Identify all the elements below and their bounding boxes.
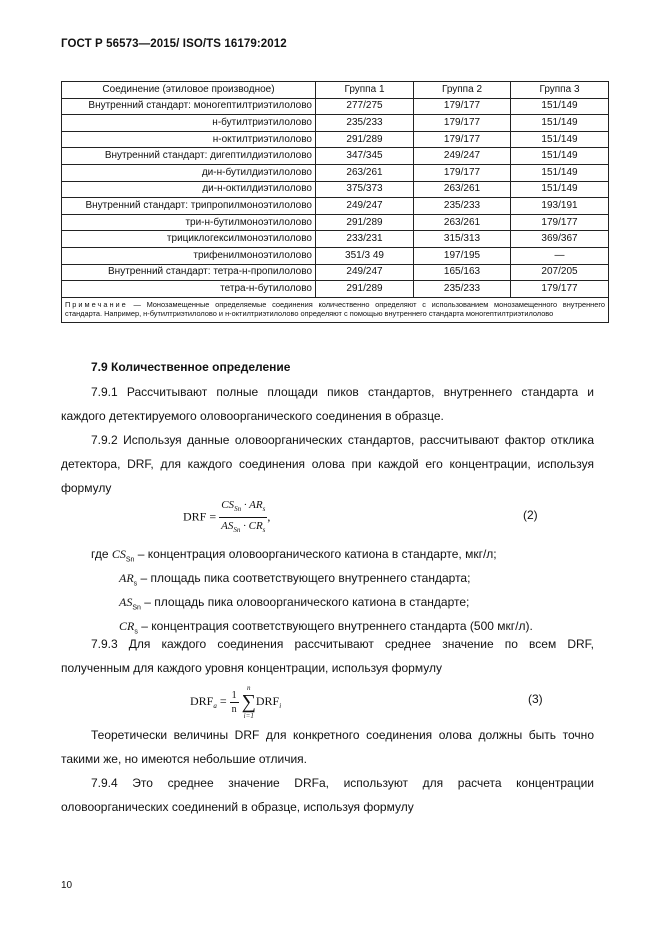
mass-cell: 151/149	[511, 115, 609, 132]
mass-cell: 235/233	[414, 281, 511, 298]
formula-3-lhs: DRF	[190, 693, 214, 708]
compound-cell: тетра-н-бутилолово	[62, 281, 316, 298]
compound-cell: Внутренний стандарт: трипропилмоноэтилолово	[62, 198, 316, 215]
table-row	[62, 131, 609, 148]
compound-cell: трициклогексилмоноэтилолово	[62, 231, 316, 248]
paragraph-7-9-1: 7.9.1 Рассчитывают полные площади пиков стандартов, внутреннего стандарта и каждого детектируемого оловоорганического соединения в образце.	[61, 385, 594, 423]
note-label: Примечание	[65, 299, 128, 309]
variable-subscript: s	[133, 580, 138, 588]
table-row	[62, 181, 609, 198]
compound-cell: ди-н-октилдиэтилолово	[62, 181, 316, 198]
formula-3-n: n	[231, 703, 237, 715]
formula-2-comma: ,	[267, 509, 271, 524]
formula-3-number: (3)	[528, 692, 543, 706]
mass-cell: —	[511, 247, 609, 264]
mass-cell: 179/177	[414, 164, 511, 181]
formula-2-lhs: DRF =	[183, 509, 217, 524]
compound-cell: Внутренний стандарт: тетра-н-пропилолово	[62, 264, 316, 281]
table-row	[62, 148, 609, 165]
mass-cell: 151/149	[511, 148, 609, 165]
formula-3-eq: =	[219, 693, 227, 708]
mass-cell: 165/163	[414, 264, 511, 281]
mass-cell: 179/177	[511, 281, 609, 298]
compound-cell: Внутренний стандарт: моногептилтриэтилолово	[62, 98, 316, 115]
mass-cell: 249/247	[316, 264, 414, 281]
mass-cell: 179/177	[511, 214, 609, 231]
formula-2-num-b-sub: s	[262, 505, 266, 514]
table-row	[62, 214, 609, 231]
mass-cell: 193/191	[511, 198, 609, 215]
table-row	[62, 247, 609, 264]
table-note	[62, 297, 609, 322]
variable-symbol: CR	[119, 619, 135, 633]
table-header-cell: Группа 2	[414, 82, 511, 99]
mass-ion-table	[61, 81, 609, 323]
formula-3-sigma: ∑	[241, 691, 256, 713]
formula-2-den-b-sub: s	[262, 526, 266, 535]
mass-cell: 375/373	[316, 181, 414, 198]
variable-description: – концентрация соответствующего внутреннего стандарта (500 мкг/л).	[141, 619, 533, 633]
variable-description: – площадь пика оловоорганического катиона в стандарте;	[144, 595, 470, 609]
formula-3-rhs-sub: i	[279, 702, 282, 711]
section-title: 7.9 Количественное определение	[91, 360, 291, 374]
variable-symbol: AS	[119, 595, 133, 609]
table-header-cell: Группа 3	[511, 82, 609, 99]
paragraph-theory: Теоретически величины DRF для конкретного соединения олова должны быть точно такими же, но имеются небольшие отличия.	[61, 728, 594, 766]
table-row	[62, 264, 609, 281]
table-note-row	[62, 297, 609, 322]
mass-cell: 263/261	[414, 214, 511, 231]
table-row	[62, 115, 609, 132]
paragraph-7-9-3: 7.9.3 Для каждого соединения рассчитывают среднее значение по всем DRF, полученным для каждого уровня концентрации, используя формулу	[61, 637, 594, 675]
mass-cell: 263/261	[414, 181, 511, 198]
mass-cell: 207/205	[511, 264, 609, 281]
mass-cell: 179/177	[414, 115, 511, 132]
variable-description: – площадь пика соответствующего внутреннего стандарта;	[140, 571, 471, 585]
formula-2-num-dot: ·	[243, 499, 247, 511]
formula-2-den-b: CR	[248, 520, 263, 533]
mass-cell: 197/195	[414, 247, 511, 264]
mass-cell: 291/289	[316, 214, 414, 231]
mass-cell: 179/177	[414, 98, 511, 115]
variable-subscript: Sn	[132, 604, 141, 612]
formula-2-den-a: AS	[221, 520, 234, 533]
table-row	[62, 281, 609, 298]
mass-cell: 347/345	[316, 148, 414, 165]
compound-cell: Внутренний стандарт: дигептилдиэтилолово	[62, 148, 316, 165]
compound-cell: ди-н-бутилдиэтилолово	[62, 164, 316, 181]
mass-cell: 151/149	[511, 164, 609, 181]
mass-cell: 235/233	[316, 115, 414, 132]
formula-3-rhs: DRF	[255, 693, 280, 708]
variable-subscript: s	[134, 628, 138, 636]
formula-3-sum-top: n	[247, 684, 251, 692]
variable-symbol: AR	[119, 571, 134, 585]
table-header-cell: Соединение (этиловое производное)	[62, 82, 316, 99]
formula-3-one: 1	[231, 689, 237, 701]
formula-3-lhs-sub: a	[213, 702, 217, 711]
mass-cell: 235/233	[414, 198, 511, 215]
table-row	[62, 164, 609, 181]
table-row	[62, 198, 609, 215]
document-header: ГОСТ Р 56573—2015/ ISO/TS 16179:2012	[61, 38, 287, 50]
mass-cell: 233/231	[316, 231, 414, 248]
compound-cell: трифенилмоноэтилолово	[62, 247, 316, 264]
note-text: — Монозамещенные определяемые соединения количественно определяют с использованием монозамещенного внутреннего стандарта. Например, н-бутилтриэтилолово и н-октилтриэтилолово определяют с помощью внутреннего стандарта моногептилтриэтилолово	[65, 299, 605, 319]
formula-2-num-a: CS	[221, 499, 235, 511]
mass-cell: 277/275	[316, 98, 414, 115]
formula-2	[183, 498, 270, 537]
paragraph-7-9-2: 7.9.2 Используя данные оловоорганических стандартов, рассчитывают фактор отклика детектора, DRF, для каждого соединения олова при каждой его концентрации, используя формулу	[61, 433, 594, 495]
mass-cell: 151/149	[511, 131, 609, 148]
mass-cell: 315/313	[414, 231, 511, 248]
formula-2-num-b: AR	[249, 499, 263, 511]
table-row	[62, 231, 609, 248]
paragraph-7-9-4: 7.9.4 Это среднее значение DRFa, используют для расчета концентрации оловоорганических соединений в образце, используя формулу	[61, 776, 594, 814]
mass-cell: 369/367	[511, 231, 609, 248]
formula-3	[190, 684, 281, 720]
where-prefix: где	[91, 547, 112, 561]
variable-description: – концентрация оловоорганического катиона в стандарте, мкг/л;	[137, 547, 497, 561]
table-row	[62, 98, 609, 115]
variable-symbol: CS	[111, 547, 126, 561]
page-number: 10	[61, 880, 73, 891]
table-header-row	[62, 82, 609, 99]
formula-3-sum-bot: i=1	[243, 712, 254, 720]
mass-cell: 151/149	[511, 181, 609, 198]
variable-subscript: Sn	[125, 556, 135, 564]
compound-cell: три-н-бутилмоноэтилолово	[62, 214, 316, 231]
mass-cell: 291/289	[316, 281, 414, 298]
formula-2-den-a-sub: Sn	[233, 526, 241, 535]
formula-2-den-dot: ·	[243, 520, 246, 533]
mass-cell: 179/177	[414, 131, 511, 148]
mass-cell: 151/149	[511, 98, 609, 115]
mass-cell: 291/289	[316, 131, 414, 148]
mass-cell: 249/247	[414, 148, 511, 165]
formula-2-number: (2)	[523, 508, 538, 522]
mass-cell: 351/3 49	[316, 247, 414, 264]
table-header-cell: Группа 1	[316, 82, 414, 99]
compound-cell: н-бутилтриэтилолово	[62, 115, 316, 132]
formula-2-num-a-sub: Sn	[234, 505, 242, 514]
mass-cell: 249/247	[316, 198, 414, 215]
mass-cell: 263/261	[316, 164, 414, 181]
compound-cell: н-октилтриэтилолово	[62, 131, 316, 148]
